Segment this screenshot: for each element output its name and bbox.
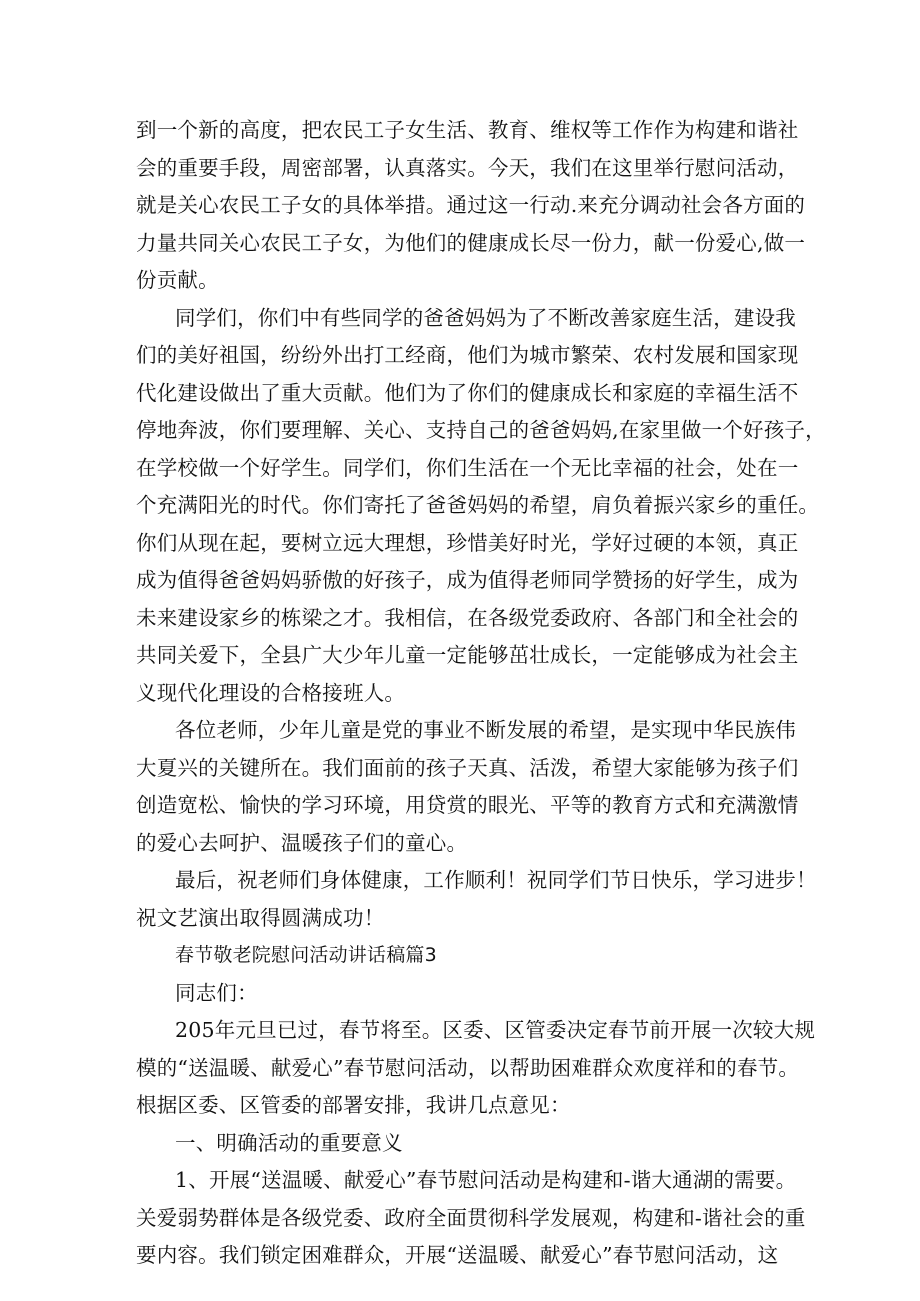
section-heading [136, 937, 800, 975]
text-line: 要内容。我们锁定困难群众，开展“送温暖、献爱心”春节慰问活动，这 [136, 1243, 779, 1267]
paragraph [136, 975, 800, 1013]
text-line: 各位老师，少年儿童是党的事业不断发展的希望，是实现中华民族伟 [175, 718, 796, 742]
text-line: 一、明确活动的重要意义 [175, 1130, 403, 1155]
text-line: 关爱弱势群体是各级党委、政府全面贯彻科学发展观，构建和-谐社会的重 [136, 1205, 806, 1230]
text-line: 同志们： [175, 980, 258, 1005]
text-line: 的爱心去呵护、温暖孩子们的童心。 [136, 830, 468, 855]
text-line: 祝文艺演出取得圆满成功！ [136, 905, 385, 930]
text-line: 义现代化理设的合格接班人。 [136, 680, 406, 705]
text-line: 模的“送温暖、献爱心”春节慰问活动，以帮助困难群众欢度祥和的春节。 [136, 1055, 800, 1080]
text-line: 停地奔波，你们要理解、关心、支持自己的爸爸妈妈,在家里做一个好孩子， [136, 418, 826, 442]
text-line: 未来建设家乡的栋梁之才。我相信，在各级党委政府、各部门和全社会的 [136, 605, 799, 630]
text-line: 在学校做一个好学生。同学们，你们生活在一个无比幸福的社会，处在一 [136, 455, 799, 480]
paragraph [136, 112, 806, 300]
text-line: 大夏兴的关键所在。我们面前的孩子天真、活泼，希望大家能够为孩子们 [136, 755, 799, 780]
text-line: 你们从现在起，要树立远大理想，珍惜美好时光，学好过硬的本领，真正 [136, 530, 799, 555]
text-line: 根据区委、区管委的部署安排，我讲几点意见： [136, 1093, 571, 1117]
text-line: 1、开展“送温暖、献爱心”春节慰问活动是构建和-谐大通湖的需要。 [175, 1168, 797, 1192]
text-line: 们的美好祖国，纷纷外出打工经商，他们为城市繁荣、农村发展和国家现 [136, 343, 799, 367]
paragraph [136, 1012, 816, 1125]
text-line: 力量共同关心农民工子女，为他们的健康成长尽一份力，献一份爱心,做一 [136, 230, 806, 255]
text-line: 就是关心农民工子女的具体举措。通过这一行动.来充分调动社会各方面的 [136, 193, 806, 217]
text-line: 创造宽松、愉快的学习环境，用贷赏的眼光、平等的教育方式和充满激情 [136, 793, 799, 817]
paragraph [136, 1125, 800, 1163]
text-line: 份贡献。 [136, 268, 219, 292]
paragraph [136, 862, 817, 937]
paragraph [136, 1162, 806, 1275]
text-line: 同学们，你们中有些同学的爸爸妈妈为了不断改善家庭生活，建设我 [175, 305, 796, 330]
text-line: 最后，祝老师们身体健康，工作顺利！祝同学们节日快乐，学习进步！ [175, 868, 817, 892]
document-body [136, 112, 826, 1275]
text-line: 个充满阳光的时代。你们寄托了爸爸妈妈的希望，肩负着振兴家乡的重任。 [136, 493, 820, 517]
text-line: 代化建设做出了重大贡献。他们为了你们的健康成长和家庭的幸福生活不 [136, 380, 799, 405]
text-line: 会的重要手段，周密部署，认真落实。今天，我们在这里举行慰问活动， [136, 155, 799, 180]
heading-text: 春节敬老院慰问活动讲话稿篇3 [175, 944, 437, 966]
text-line: 205年元旦已过，春节将至。区委、区管委决定春节前开展一次较大规 [175, 1018, 816, 1042]
paragraph [136, 712, 800, 862]
paragraph [136, 300, 826, 713]
text-line: 成为值得爸爸妈妈骄傲的好孩子，成为值得老师同学赞扬的好学生，成为 [136, 568, 799, 592]
text-line: 到一个新的高度，把农民工子女生活、教育、维权等工作作为构建和谐社 [136, 118, 799, 142]
text-line: 共同关爱下，全县广大少年儿童一定能够茁壮成长，一定能够成为社会主 [136, 643, 799, 667]
